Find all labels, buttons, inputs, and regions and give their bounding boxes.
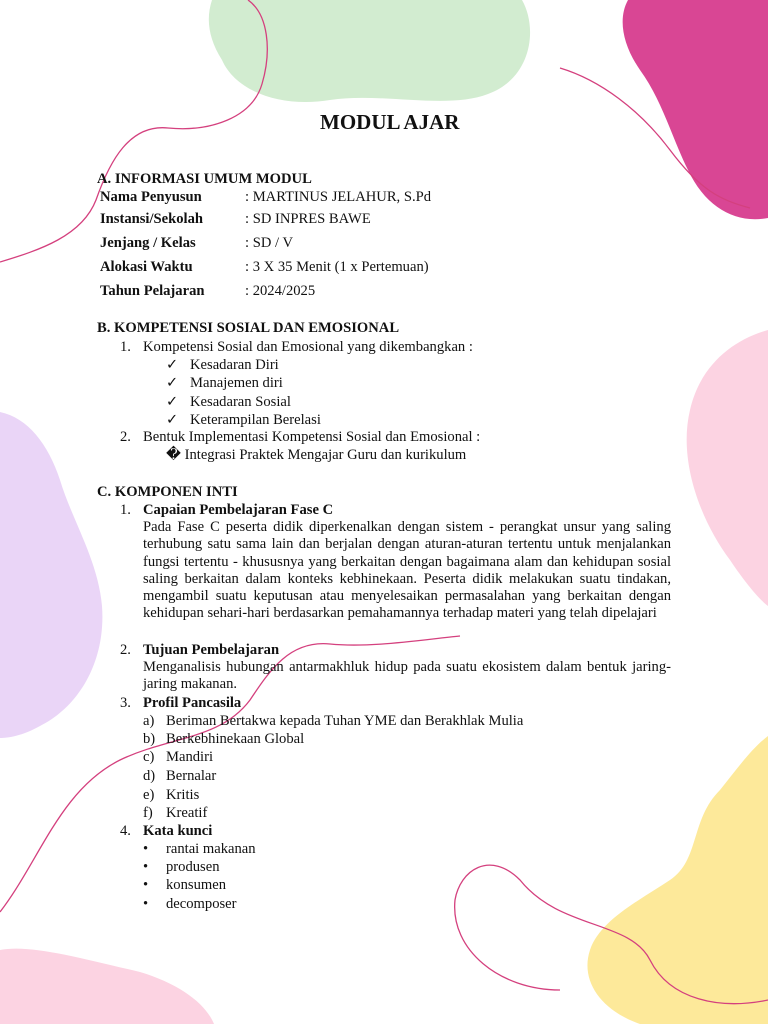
section-b-heading: B. KOMPETENSI SOSIAL DAN EMOSIONAL [97, 320, 400, 336]
check-icon: ✓ [166, 411, 179, 428]
list-letter: e) [143, 787, 155, 803]
list-number: 1. [120, 502, 131, 518]
info-label: Instansi/Sekolah [100, 211, 204, 227]
info-value: : 3 X 35 Menit (1 x Pertemuan) [245, 259, 429, 275]
list-item: Bentuk Implementasi Kompetensi Sosial dan Emosional : [143, 429, 481, 445]
list-sub-item: � Integrasi Praktek Mengajar Guru dan kurikulum [166, 447, 467, 463]
subsection-title: Capaian Pembelajaran Fase C [143, 502, 334, 518]
info-label: Alokasi Waktu [100, 259, 193, 275]
info-value: : MARTINUS JELAHUR, S.Pd [245, 189, 432, 205]
keyword-item: konsumen [166, 877, 226, 894]
list-letter: d) [143, 768, 156, 784]
bullet-icon: • [143, 877, 149, 894]
info-label: Nama Penyusun [100, 189, 202, 205]
section-a-heading: A. INFORMASI UMUM MODUL [97, 171, 312, 187]
keyword-item: rantai makanan [166, 841, 256, 857]
list-letter: b) [143, 731, 156, 747]
list-letter: c) [143, 749, 155, 765]
list-item: Mandiri [166, 749, 214, 765]
list-item: Bernalar [166, 768, 217, 784]
check-icon: ✓ [166, 375, 179, 392]
keyword-item: produsen [166, 859, 220, 876]
check-icon: ✓ [166, 393, 179, 410]
check-icon: ✓ [166, 357, 179, 373]
list-item: Beriman Bertakwa kepada Tuhan YME dan Berakhlak Mulia [166, 713, 524, 729]
info-label: Tahun Pelajaran [100, 283, 205, 299]
list-item: Kreatif [166, 805, 208, 821]
tujuan-paragraph: Menganalisis hubungan antarmakhluk hidup pada suatu ekosistem dalam bentuk jaring-jaring makanan. [143, 659, 671, 693]
document-title: MODUL AJAR [320, 110, 460, 134]
check-item: Manajemen diri [190, 375, 283, 392]
subsection-title: Kata kunci [143, 823, 213, 839]
list-number: 3. [120, 695, 131, 711]
info-value: : 2024/2025 [245, 283, 316, 299]
bullet-icon: • [143, 895, 149, 912]
list-item: Berkebhinekaan Global [166, 731, 305, 747]
info-label: Jenjang / Kelas [100, 235, 196, 251]
list-item: Kompetensi Sosial dan Emosional yang dikembangkan : [143, 339, 473, 355]
list-number: 2. [120, 642, 131, 658]
subsection-title: Profil Pancasila [143, 695, 242, 711]
keyword-item: decomposer [166, 895, 237, 912]
info-value: : SD INPRES BAWE [245, 211, 371, 227]
check-item: Kesadaran Sosial [190, 393, 291, 410]
section-c-heading: C. KOMPONEN INTI [97, 484, 238, 500]
list-number: 1. [120, 339, 131, 355]
bullet-icon: • [143, 841, 149, 857]
check-item: Kesadaran Diri [190, 357, 279, 373]
list-number: 2. [120, 429, 131, 445]
subsection-title: Tujuan Pembelajaran [143, 642, 280, 658]
bullet-icon: • [143, 859, 149, 876]
list-number: 4. [120, 823, 131, 839]
list-letter: f) [143, 805, 153, 821]
list-letter: a) [143, 713, 155, 729]
check-item: Keterampilan Berelasi [190, 411, 321, 428]
info-value: : SD / V [245, 235, 293, 251]
capaian-paragraph: Pada Fase C peserta didik diperkenalkan dengan sistem - perangkat unsur yang saling terhubung satu sama lain dan berjalan dengan aturan-aturan tertentu untuk menjalankan fungsi tertentu - khususnya yang berkaitan dengan bagaimana alam dan kehidupan sosial saling berkaitan dalam konteks kebhinekaan. Peserta didik melakukan suatu tindakan, mengambil suatu keputusan atau menyelesaikan permasalahan yang berkaitan dengan kehidupan sehari-hari berdasarkan pemahamannya terhadap materi yang telah dipelajari [143, 519, 671, 622]
list-item: Kritis [166, 787, 200, 803]
